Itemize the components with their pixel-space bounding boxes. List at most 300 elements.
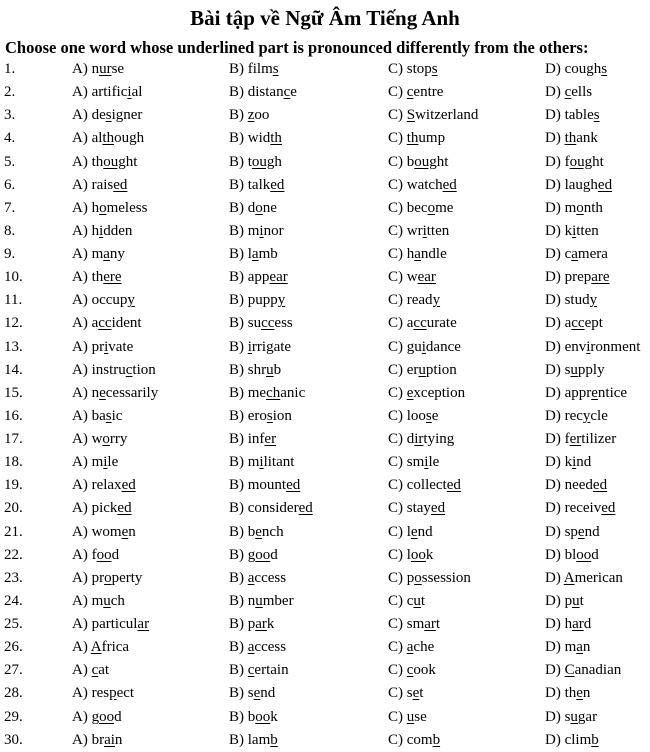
answer-option-a bbox=[72, 243, 125, 265]
option-word: necessarily bbox=[91, 384, 159, 401]
answer-option-a bbox=[72, 682, 134, 704]
option-letter: B) bbox=[229, 407, 248, 424]
underlined-part: o bbox=[414, 569, 422, 586]
answer-option-a bbox=[72, 81, 142, 103]
option-word: worry bbox=[91, 431, 128, 447]
answer-option-a bbox=[72, 312, 142, 334]
underlined-part: y bbox=[277, 292, 286, 309]
option-letter: A) bbox=[72, 500, 92, 517]
answer-option-a bbox=[72, 174, 127, 196]
option-letter: D) bbox=[545, 84, 565, 101]
underlined-part: ar bbox=[572, 616, 584, 632]
underlined-part: e bbox=[253, 685, 261, 702]
option-letter: C) bbox=[388, 523, 407, 540]
underlined-part: oo bbox=[576, 546, 592, 563]
option-letter: D) bbox=[545, 523, 565, 540]
underlined-part: u bbox=[413, 592, 421, 609]
answer-option-b bbox=[229, 451, 294, 473]
option-word: distance bbox=[247, 84, 297, 101]
option-letter: D) bbox=[545, 384, 565, 401]
option-letter: D) bbox=[545, 731, 565, 748]
answer-option-a bbox=[72, 544, 119, 566]
option-letter: A) bbox=[72, 84, 92, 101]
option-word: width bbox=[247, 130, 282, 147]
answer-option-c bbox=[388, 58, 438, 80]
option-letter: C) bbox=[388, 639, 407, 656]
option-letter: D) bbox=[545, 454, 565, 471]
option-letter: B) bbox=[229, 292, 248, 309]
answer-option-a bbox=[72, 151, 137, 173]
option-word: certain bbox=[247, 662, 289, 679]
underlined-part: oug bbox=[569, 153, 593, 170]
answer-option-a bbox=[72, 127, 144, 149]
option-letter: B) bbox=[229, 685, 248, 702]
option-word: women bbox=[91, 523, 136, 540]
option-letter: C) bbox=[388, 84, 407, 101]
option-word: received bbox=[564, 500, 616, 517]
answer-option-a bbox=[72, 613, 149, 635]
question-number: 18. bbox=[4, 454, 23, 471]
option-letter: C) bbox=[388, 246, 407, 262]
answer-option-c bbox=[388, 729, 440, 751]
answer-option-b bbox=[229, 729, 278, 751]
question-row bbox=[0, 220, 650, 243]
option-letter: D) bbox=[545, 662, 565, 679]
question-row bbox=[0, 405, 650, 428]
question-row bbox=[0, 729, 650, 752]
question-number: 13. bbox=[4, 338, 23, 355]
option-word: hidden bbox=[91, 222, 133, 239]
underlined-part: u bbox=[255, 592, 263, 609]
answer-option-c bbox=[388, 151, 448, 173]
underlined-part: e bbox=[412, 685, 420, 702]
option-word: although bbox=[91, 130, 145, 147]
question-number: 6. bbox=[4, 176, 16, 193]
option-letter: D) bbox=[545, 500, 565, 517]
option-word: Switzerland bbox=[406, 107, 479, 124]
option-word: collected bbox=[406, 477, 461, 494]
option-letter: B) bbox=[229, 639, 248, 656]
underlined-part: th bbox=[270, 130, 282, 147]
option-word: ready bbox=[406, 292, 441, 309]
option-word: success bbox=[247, 315, 293, 332]
option-letter: A) bbox=[72, 616, 92, 632]
underlined-part: ed bbox=[121, 477, 136, 494]
option-word: dirtying bbox=[406, 431, 455, 447]
underlined-part: ar bbox=[137, 616, 150, 632]
option-word: puppy bbox=[247, 292, 286, 309]
option-word: mile bbox=[91, 454, 119, 471]
underlined-part: i bbox=[247, 338, 252, 355]
underlined-part: a bbox=[247, 639, 255, 656]
underlined-part: y bbox=[127, 292, 135, 309]
question-number: 14. bbox=[4, 361, 23, 378]
option-word: access bbox=[247, 639, 287, 656]
answer-option-c bbox=[388, 312, 457, 334]
answer-option-b bbox=[229, 243, 278, 265]
underlined-part: ch bbox=[266, 384, 281, 401]
underlined-part: A bbox=[563, 569, 575, 586]
underlined-part: o bbox=[102, 431, 110, 447]
answer-option-d bbox=[545, 151, 604, 173]
question-number: 15. bbox=[4, 384, 23, 401]
option-word: zoo bbox=[247, 107, 270, 124]
answer-option-a bbox=[72, 497, 132, 519]
question-row bbox=[0, 58, 650, 81]
question-row bbox=[0, 497, 650, 520]
option-word: supply bbox=[564, 361, 605, 378]
underlined-part: oo bbox=[99, 708, 115, 725]
answer-option-c bbox=[388, 613, 440, 635]
option-word: artificial bbox=[91, 84, 143, 101]
option-word: shrub bbox=[247, 361, 282, 378]
answer-option-a bbox=[72, 590, 125, 612]
option-word: occupy bbox=[91, 292, 135, 309]
page-title: Bài tập về Ngữ Âm Tiếng Anh bbox=[190, 6, 460, 30]
option-letter: A) bbox=[72, 176, 92, 193]
answer-option-b bbox=[229, 567, 286, 589]
underlined-part: o bbox=[104, 569, 112, 586]
underlined-part: ed bbox=[446, 477, 461, 494]
option-letter: B) bbox=[229, 592, 248, 609]
option-letter: A) bbox=[72, 523, 92, 540]
option-letter: A) bbox=[72, 477, 92, 494]
underlined-part: z bbox=[247, 107, 255, 124]
option-word: tables bbox=[564, 107, 600, 124]
option-letter: D) bbox=[545, 176, 565, 193]
option-word: tough bbox=[247, 153, 282, 170]
underlined-part: i bbox=[572, 222, 577, 239]
option-letter: B) bbox=[229, 84, 248, 101]
answer-option-a bbox=[72, 58, 124, 80]
option-word: food bbox=[91, 546, 120, 563]
option-letter: A) bbox=[72, 431, 92, 447]
option-word: thought bbox=[91, 153, 138, 170]
underlined-part: ir bbox=[414, 431, 424, 447]
underlined-part: oug bbox=[251, 153, 275, 170]
option-letter: B) bbox=[229, 454, 248, 471]
option-word: accept bbox=[564, 315, 603, 332]
option-letter: D) bbox=[545, 107, 565, 124]
answer-option-d bbox=[545, 613, 591, 635]
underlined-part: ar bbox=[255, 616, 267, 632]
option-letter: A) bbox=[72, 592, 92, 609]
answer-option-c bbox=[388, 382, 465, 404]
option-word: thank bbox=[564, 130, 598, 147]
question-number: 21. bbox=[4, 523, 23, 540]
option-word: basic bbox=[91, 407, 123, 424]
option-word: instruction bbox=[91, 361, 156, 378]
option-word: mounted bbox=[247, 477, 301, 494]
question-row bbox=[0, 359, 650, 382]
underlined-part: ere bbox=[103, 269, 122, 286]
option-word: designer bbox=[91, 107, 143, 124]
answer-option-c bbox=[388, 706, 427, 728]
question-number: 28. bbox=[4, 685, 23, 702]
option-letter: C) bbox=[388, 107, 407, 124]
option-word: recycle bbox=[564, 407, 608, 424]
underlined-part: cc bbox=[261, 315, 275, 332]
option-word: lend bbox=[406, 523, 433, 540]
option-word: bench bbox=[247, 523, 284, 540]
underlined-part: a bbox=[251, 246, 259, 262]
answer-option-b bbox=[229, 336, 291, 358]
option-word: relaxed bbox=[91, 477, 136, 494]
underlined-part: b bbox=[432, 731, 441, 748]
underlined-part: ed bbox=[117, 500, 132, 517]
underlined-part: y bbox=[582, 407, 591, 424]
option-letter: C) bbox=[388, 592, 407, 609]
option-letter: A) bbox=[72, 61, 92, 77]
answer-option-b bbox=[229, 197, 277, 219]
option-word: blood bbox=[564, 546, 599, 563]
underlined-part: i bbox=[259, 454, 264, 471]
option-word: kind bbox=[564, 454, 592, 471]
underlined-part: ai bbox=[104, 731, 115, 748]
option-word: accident bbox=[91, 315, 142, 332]
option-word: infer bbox=[247, 431, 277, 447]
underlined-part: ear bbox=[417, 269, 436, 286]
underlined-part: c bbox=[283, 84, 291, 101]
underlined-part: e bbox=[121, 523, 129, 540]
option-word: American bbox=[563, 569, 623, 586]
option-word: bought bbox=[406, 153, 449, 170]
option-word: apprentice bbox=[564, 384, 628, 401]
option-letter: A) bbox=[72, 639, 91, 656]
underlined-part: s bbox=[425, 407, 432, 424]
answer-option-d bbox=[545, 127, 598, 149]
option-word: considered bbox=[247, 500, 313, 517]
option-letter: B) bbox=[229, 361, 248, 378]
option-word: lamb bbox=[247, 246, 278, 262]
option-letter: A) bbox=[72, 246, 92, 262]
underlined-part: u bbox=[103, 592, 111, 609]
option-letter: D) bbox=[545, 477, 565, 494]
option-letter: A) bbox=[72, 107, 92, 124]
question-row bbox=[0, 336, 650, 359]
answer-option-d bbox=[545, 729, 599, 751]
option-word: picked bbox=[91, 500, 132, 517]
option-letter: D) bbox=[545, 546, 565, 563]
underlined-part: b bbox=[270, 731, 278, 748]
option-letter: B) bbox=[229, 315, 248, 332]
option-word: good bbox=[247, 546, 278, 563]
option-word: stayed bbox=[406, 500, 446, 517]
answer-option-c bbox=[388, 220, 449, 242]
option-letter: D) bbox=[545, 685, 565, 702]
answer-option-c bbox=[388, 497, 445, 519]
answer-option-a bbox=[72, 451, 118, 473]
answer-option-b bbox=[229, 81, 297, 103]
question-row bbox=[0, 266, 650, 289]
option-word: brain bbox=[91, 731, 123, 748]
option-letter: D) bbox=[545, 222, 565, 239]
answer-option-b bbox=[229, 521, 284, 543]
underlined-part: oo bbox=[96, 546, 112, 563]
underlined-part: b bbox=[591, 731, 599, 748]
option-letter: C) bbox=[388, 130, 407, 147]
option-word: book bbox=[247, 708, 278, 725]
answer-option-c bbox=[388, 197, 453, 219]
underlined-part: o bbox=[255, 199, 263, 216]
answer-option-a bbox=[72, 104, 142, 126]
option-word: park bbox=[247, 616, 275, 632]
option-word: then bbox=[564, 685, 591, 702]
question-number: 9. bbox=[4, 246, 16, 262]
option-letter: D) bbox=[545, 639, 565, 656]
answer-option-c bbox=[388, 544, 433, 566]
option-letter: A) bbox=[72, 569, 92, 586]
answer-option-b bbox=[229, 289, 285, 311]
underlined-part: er bbox=[264, 431, 277, 447]
option-word: camera bbox=[564, 246, 608, 262]
option-letter: B) bbox=[229, 246, 248, 262]
question-row bbox=[0, 682, 650, 705]
answer-option-c bbox=[388, 243, 447, 265]
option-letter: B) bbox=[229, 477, 248, 494]
option-word: hard bbox=[564, 616, 592, 632]
option-word: cut bbox=[406, 592, 426, 609]
question-number: 22. bbox=[4, 546, 23, 563]
option-letter: B) bbox=[229, 269, 248, 286]
question-row bbox=[0, 544, 650, 567]
underlined-part: th bbox=[564, 130, 577, 147]
underlined-part: o bbox=[576, 199, 584, 216]
answer-option-b bbox=[229, 590, 294, 612]
option-letter: A) bbox=[72, 731, 92, 748]
answer-option-c bbox=[388, 567, 471, 589]
underlined-part: ear bbox=[269, 269, 288, 286]
question-number: 3. bbox=[4, 107, 16, 124]
underlined-part: ed bbox=[298, 500, 313, 517]
option-word: thump bbox=[406, 130, 446, 147]
question-row bbox=[0, 104, 650, 127]
option-word: ache bbox=[406, 639, 435, 656]
underlined-part: ed bbox=[113, 176, 128, 193]
answer-option-d bbox=[545, 706, 597, 728]
underlined-part: a bbox=[576, 639, 583, 656]
option-letter: C) bbox=[388, 222, 407, 239]
option-letter: C) bbox=[388, 431, 407, 447]
option-word: put bbox=[564, 592, 584, 609]
question-number: 17. bbox=[4, 431, 23, 447]
answer-option-d bbox=[545, 544, 599, 566]
option-letter: D) bbox=[545, 407, 565, 424]
question-number: 20. bbox=[4, 500, 23, 517]
option-letter: C) bbox=[388, 454, 407, 471]
question-row bbox=[0, 174, 650, 197]
option-letter: C) bbox=[388, 685, 407, 702]
option-letter: D) bbox=[545, 130, 565, 147]
question-row bbox=[0, 289, 650, 312]
question-number: 30. bbox=[4, 731, 23, 748]
option-letter: C) bbox=[388, 269, 407, 286]
answer-option-d bbox=[545, 567, 623, 589]
question-number: 7. bbox=[4, 199, 16, 216]
question-row bbox=[0, 590, 650, 613]
underlined-part: i bbox=[127, 84, 132, 101]
option-letter: B) bbox=[229, 338, 248, 355]
option-word: mechanic bbox=[247, 384, 306, 401]
answer-option-c bbox=[388, 266, 436, 288]
option-letter: B) bbox=[229, 431, 248, 447]
option-letter: D) bbox=[545, 199, 565, 216]
option-letter: B) bbox=[229, 222, 248, 239]
option-letter: D) bbox=[545, 153, 565, 170]
option-word: smile bbox=[406, 454, 440, 471]
option-letter: B) bbox=[229, 384, 248, 401]
underlined-part: c bbox=[564, 84, 572, 101]
question-row bbox=[0, 567, 650, 590]
option-word: spend bbox=[564, 523, 600, 540]
question-row bbox=[0, 382, 650, 405]
answer-option-c bbox=[388, 428, 454, 450]
option-letter: C) bbox=[388, 384, 407, 401]
answer-option-a bbox=[72, 521, 136, 543]
answer-option-a bbox=[72, 220, 132, 242]
answer-option-d bbox=[545, 359, 605, 381]
underlined-part: i bbox=[103, 454, 108, 471]
option-letter: A) bbox=[72, 222, 92, 239]
option-letter: D) bbox=[545, 616, 565, 632]
underlined-part: e bbox=[255, 523, 262, 540]
underlined-part: i bbox=[104, 338, 109, 355]
answer-option-c bbox=[388, 289, 440, 311]
option-letter: D) bbox=[545, 361, 565, 378]
answer-option-d bbox=[545, 289, 597, 311]
option-letter: D) bbox=[545, 246, 565, 262]
option-word: number bbox=[247, 592, 294, 609]
option-word: man bbox=[564, 639, 591, 656]
question-number: 27. bbox=[4, 662, 23, 679]
option-letter: A) bbox=[72, 199, 92, 216]
answer-option-d bbox=[545, 312, 603, 334]
underlined-part: e bbox=[577, 523, 585, 540]
option-word: comb bbox=[406, 731, 441, 748]
option-word: property bbox=[91, 569, 143, 586]
underlined-part: c bbox=[406, 662, 414, 679]
option-word: many bbox=[91, 246, 125, 262]
question-row bbox=[0, 151, 650, 174]
question-row bbox=[0, 706, 650, 729]
option-letter: C) bbox=[388, 292, 407, 309]
option-word: sugar bbox=[564, 708, 598, 725]
answer-option-d bbox=[545, 104, 600, 126]
option-word: look bbox=[406, 546, 434, 563]
question-row bbox=[0, 636, 650, 659]
option-letter: A) bbox=[72, 361, 92, 378]
answer-option-d bbox=[545, 428, 616, 450]
option-word: erosion bbox=[247, 407, 292, 424]
option-word: loose bbox=[406, 407, 439, 424]
underlined-part: o bbox=[427, 199, 436, 216]
answer-option-d bbox=[545, 174, 612, 196]
option-letter: C) bbox=[388, 338, 407, 355]
answer-option-b bbox=[229, 659, 289, 681]
answer-option-d bbox=[545, 405, 608, 427]
option-letter: B) bbox=[229, 523, 248, 540]
answer-option-c bbox=[388, 104, 478, 126]
question-row bbox=[0, 81, 650, 104]
option-letter: D) bbox=[545, 569, 564, 586]
answer-option-d bbox=[545, 521, 600, 543]
underlined-part: u bbox=[572, 592, 580, 609]
underlined-part: s bbox=[272, 61, 279, 77]
answer-option-b bbox=[229, 58, 279, 80]
answer-option-c bbox=[388, 521, 433, 543]
option-letter: C) bbox=[388, 176, 407, 193]
option-word: send bbox=[247, 685, 276, 702]
